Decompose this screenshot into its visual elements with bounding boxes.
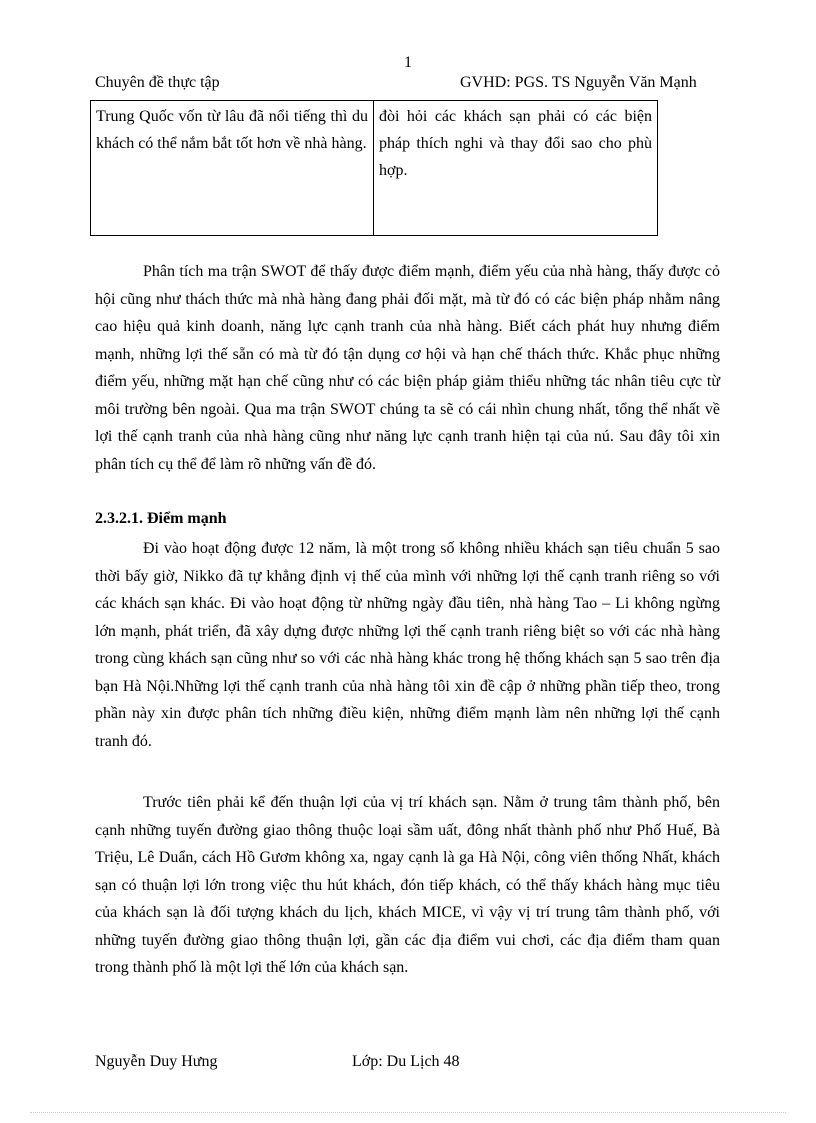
page-number: 1 <box>404 54 412 71</box>
footer-class: Lớp: Du Lịch 48 <box>352 1053 460 1070</box>
paragraph-text: Đi vào hoạt động được 12 năm, là một trong số không nhiều khách sạn tiêu chuẩn 5 sao thời bấy giờ, Nikko đã tự khẳng định vị thế của mình với những lợi thế cạnh tranh riêng so với các khách sạn khác. Đi vào hoạt động từ những ngày đầu tiên, nhà hàng Tao – Li không ngừng lớn mạnh, phát triển, đã xây dựng được những lợi thế cạnh tranh riêng biệt so với các nhà hàng trong cùng khách sạn cũng như so với các nhà hàng khác trong hệ thống khách sạn 5 sao trên địa bạn Hà Nội.Những lợi thế cạnh tranh của nhà hàng tôi xin đề cập ở những phần tiếp theo, trong phần này xin được phân tích những điều kiện, những điểm mạnh làm nên những lợi thế cạnh tranh đó. <box>95 540 720 750</box>
paragraph-text: Phân tích ma trận SWOT để thấy được điểm mạnh, điểm yếu của nhà hàng, thấy được cỏ hội cũng như thách thức mà nhà hàng đang phải đối mặt, mà từ đó có các biện pháp nhằm nâng cao hiệu quả kinh doanh, năng lực cạnh tranh của nhà hàng. Biết cách phát huy nhưng điểm mạnh, những lợi thế sẵn có mà từ đó tận dụng cơ hội và hạn chế thách thức. Khắc phục những điểm yếu, những mặt hạn chế cũng như có các biện pháp giảm thiểu những tác nhân tiêu cực từ môi trường bên ngoài. Qua ma trận SWOT chúng ta sẽ có cái nhìn chung nhất, tổng thể nhất về lợi thế cạnh tranh của nhà hàng cũng như năng lực cạnh tranh hiện tại của nú. Sau đây tôi xin phân tích cụ thể để làm rõ những vấn đề đó. <box>95 263 720 473</box>
table-cell-right: đòi hỏi các khách sạn phải có các biện pháp thích nghi và thay đổi sao cho phù hợp. <box>374 101 658 236</box>
table-cell-left: Trung Quốc vốn từ lâu đã nổi tiếng thì du khách có thể nắm bắt tốt hơn về nhà hàng. <box>91 101 374 236</box>
continued-table <box>90 100 658 236</box>
table-row <box>91 101 658 236</box>
paragraph-swot <box>95 258 720 478</box>
paragraph-strengths <box>95 535 720 755</box>
header-title: Chuyên đề thực tập <box>95 74 220 91</box>
page-bottom-divider <box>30 1112 786 1113</box>
section-heading: 2.3.2.1. Điểm mạnh <box>95 510 227 527</box>
paragraph-text: Trước tiên phải kể đến thuận lợi của vị trí khách sạn. Nằm ở trung tâm thành phố, bên cạnh những tuyến đường giao thông thuộc loại sầm uất, đông nhất thành phố như Phố Huế, Bà Triệu, Lê Duẩn, cách Hồ Gươm không xa, ngay cạnh là ga Hà Nội, công viên thống Nhất, khách sạn có thuận lợi lớn trong việc thu hút khách, đón tiếp khách, có thể thấy khách hàng mục tiêu của khách sạn là đối tượng khách du lịch, khách MICE, vì vậy vị trí trung tâm thành phố, với những tuyến đường giao thông thuận lợi, gần các địa điểm vui chơi, các địa điểm tham quan trong thành phố là một lợi thế lớn của khách sạn. <box>95 794 720 976</box>
header-supervisor: GVHD: PGS. TS Nguyễn Văn Mạnh <box>460 74 697 91</box>
footer-author: Nguyễn Duy Hưng <box>95 1053 218 1070</box>
paragraph-location <box>95 789 720 982</box>
